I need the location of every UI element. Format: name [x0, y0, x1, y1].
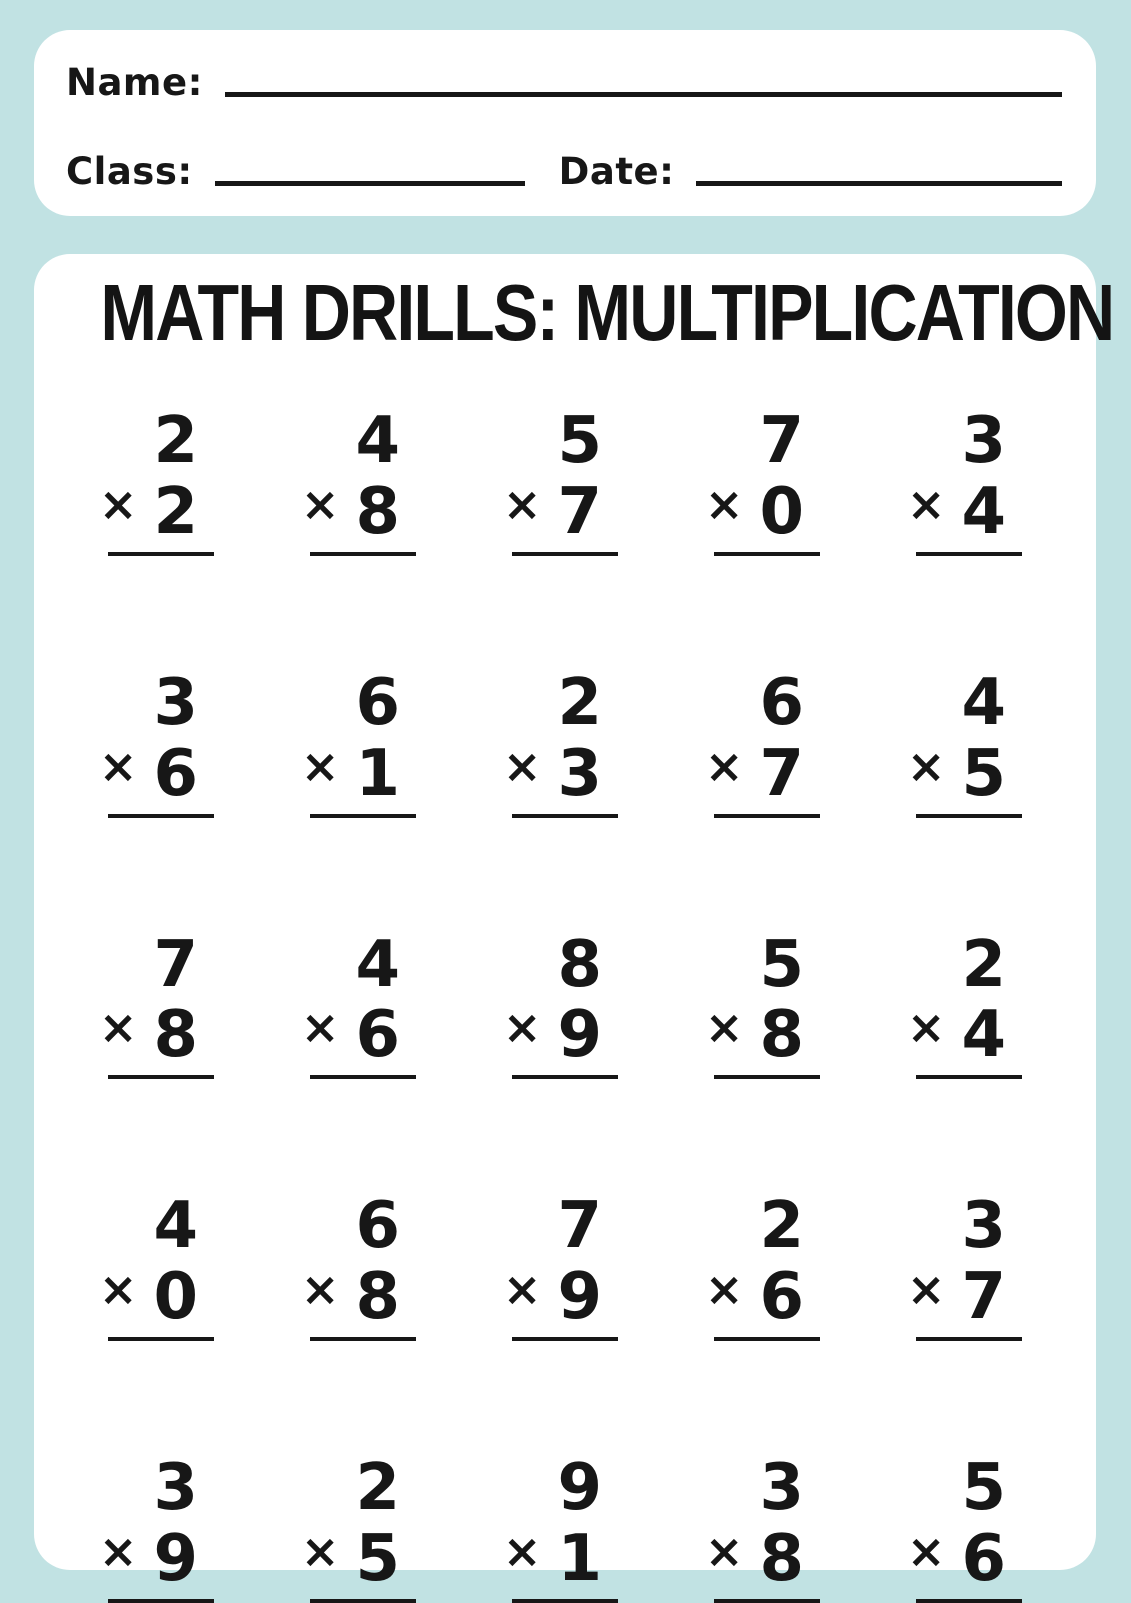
multiply-icon: × — [502, 1000, 542, 1055]
multiply-icon: × — [906, 1523, 946, 1578]
problem-numbers — [300, 404, 416, 549]
answer-line — [310, 1075, 416, 1079]
problem-numbers — [98, 1451, 214, 1596]
answer-line — [310, 552, 416, 556]
answer-line — [108, 1599, 214, 1603]
multiplication-problem — [704, 1189, 820, 1341]
multiplication-problem — [502, 1451, 618, 1603]
top-operand: 9 — [557, 1451, 602, 1525]
class-blank-line — [215, 170, 525, 186]
top-operand: 3 — [961, 404, 1006, 478]
multiplication-problem — [300, 404, 416, 556]
multiply-icon: × — [98, 1262, 138, 1317]
multiply-icon: × — [502, 1262, 542, 1317]
problem-numbers — [704, 1189, 820, 1335]
problems-grid — [60, 404, 1070, 1603]
multiply-icon: × — [502, 738, 542, 793]
problem-numbers — [98, 404, 214, 549]
top-operand: 6 — [759, 665, 804, 740]
answer-line — [108, 1337, 214, 1341]
bottom-operand: 4 — [961, 998, 1006, 1073]
answer-line — [916, 1075, 1022, 1079]
top-operand: 5 — [557, 404, 602, 478]
multiplication-problem — [704, 665, 820, 818]
multiplication-problem — [98, 927, 214, 1080]
problem-numbers — [906, 1451, 1022, 1596]
multiply-icon: × — [98, 738, 138, 793]
multiply-icon: × — [906, 738, 946, 793]
multiply-icon: × — [704, 1262, 744, 1317]
answer-line — [310, 1599, 416, 1603]
bottom-operand: 0 — [153, 1260, 198, 1335]
top-operand: 4 — [355, 927, 400, 1002]
top-operand: 2 — [153, 404, 198, 478]
problem-numbers — [502, 1189, 618, 1335]
name-label: Name: — [66, 61, 203, 104]
problem-numbers — [98, 1189, 214, 1335]
multiply-icon: × — [98, 476, 138, 531]
top-operand: 5 — [961, 1451, 1006, 1525]
multiplication-problem — [300, 665, 416, 818]
multiply-icon: × — [704, 1523, 744, 1578]
bottom-operand: 1 — [355, 736, 400, 811]
multiplication-problem — [300, 1189, 416, 1341]
multiply-icon: × — [300, 1000, 340, 1055]
multiply-icon: × — [300, 738, 340, 793]
top-operand: 3 — [961, 1189, 1006, 1264]
answer-line — [916, 552, 1022, 556]
bottom-operand: 0 — [759, 474, 804, 549]
multiply-icon: × — [906, 476, 946, 531]
top-operand: 2 — [961, 927, 1006, 1002]
bottom-operand: 4 — [961, 474, 1006, 549]
bottom-operand: 9 — [557, 998, 602, 1073]
multiply-icon: × — [704, 1000, 744, 1055]
worksheet-card — [34, 254, 1114, 1596]
multiply-icon: × — [300, 476, 340, 531]
answer-line — [512, 552, 618, 556]
multiplication-problem — [502, 1189, 618, 1341]
multiplication-problem — [704, 404, 820, 556]
problem-numbers — [906, 1189, 1022, 1335]
multiplication-problem — [906, 665, 1022, 818]
top-operand: 3 — [153, 1451, 198, 1525]
problem-numbers — [502, 404, 618, 549]
top-operand: 6 — [355, 665, 400, 740]
problem-numbers — [704, 927, 820, 1073]
answer-line — [714, 552, 820, 556]
answer-line — [714, 1599, 820, 1603]
multiplication-problem — [502, 665, 618, 818]
top-operand: 4 — [153, 1189, 198, 1264]
multiply-icon: × — [704, 476, 744, 531]
multiplication-problem — [300, 1451, 416, 1603]
bottom-operand: 6 — [355, 998, 400, 1073]
bottom-operand: 6 — [961, 1521, 1006, 1596]
multiplication-problem — [704, 1451, 820, 1603]
top-operand: 2 — [759, 1189, 804, 1264]
bottom-operand: 6 — [759, 1260, 804, 1335]
bottom-operand: 8 — [355, 1260, 400, 1335]
class-date-row — [66, 150, 1062, 193]
multiplication-problem — [906, 1189, 1022, 1341]
multiply-icon: × — [502, 1523, 542, 1578]
bottom-operand: 8 — [759, 998, 804, 1073]
top-operand: 6 — [355, 1189, 400, 1264]
worksheet-title: MATH DRILLS: MULTIPLICATION — [100, 267, 1114, 358]
problem-numbers — [502, 665, 618, 811]
answer-line — [512, 1599, 618, 1603]
bottom-operand: 8 — [759, 1521, 804, 1596]
multiply-icon: × — [300, 1523, 340, 1578]
date-blank-line — [696, 170, 1062, 186]
top-operand: 3 — [759, 1451, 804, 1525]
multiply-icon: × — [98, 1000, 138, 1055]
multiply-icon: × — [502, 476, 542, 531]
answer-line — [714, 1075, 820, 1079]
multiply-icon: × — [704, 738, 744, 793]
problem-numbers — [704, 404, 820, 549]
answer-line — [714, 1337, 820, 1341]
top-operand: 7 — [153, 927, 198, 1002]
name-blank-line — [225, 81, 1062, 97]
multiplication-problem — [906, 404, 1022, 556]
bottom-operand: 7 — [557, 474, 602, 549]
problem-numbers — [300, 927, 416, 1073]
problem-numbers — [502, 927, 618, 1073]
top-operand: 2 — [355, 1451, 400, 1525]
bottom-operand: 7 — [961, 1260, 1006, 1335]
problem-numbers — [300, 1189, 416, 1335]
header-card — [34, 30, 1096, 216]
bottom-operand: 8 — [153, 998, 198, 1073]
top-operand: 4 — [961, 665, 1006, 740]
multiplication-problem — [502, 404, 618, 556]
multiplication-problem — [300, 927, 416, 1080]
multiplication-problem — [906, 1451, 1022, 1603]
multiply-icon: × — [906, 1000, 946, 1055]
answer-line — [916, 1599, 1022, 1603]
top-operand: 7 — [759, 404, 804, 478]
bottom-operand: 8 — [355, 474, 400, 549]
problem-numbers — [704, 665, 820, 811]
bottom-operand: 9 — [153, 1521, 198, 1596]
class-label: Class: — [66, 150, 193, 193]
top-operand: 8 — [557, 927, 602, 1002]
answer-line — [512, 1337, 618, 1341]
multiplication-problem — [98, 404, 214, 556]
problem-numbers — [906, 404, 1022, 549]
problem-numbers — [502, 1451, 618, 1596]
top-operand: 4 — [355, 404, 400, 478]
top-operand: 5 — [759, 927, 804, 1002]
answer-line — [310, 1337, 416, 1341]
name-row — [66, 61, 1062, 104]
bottom-operand: 5 — [355, 1521, 400, 1596]
multiplication-problem — [98, 1451, 214, 1603]
problem-numbers — [98, 927, 214, 1073]
bottom-operand: 5 — [961, 736, 1006, 811]
answer-line — [916, 1337, 1022, 1341]
problem-numbers — [906, 927, 1022, 1073]
bottom-operand: 1 — [557, 1521, 602, 1596]
top-operand: 2 — [557, 665, 602, 740]
problem-numbers — [704, 1451, 820, 1596]
bottom-operand: 2 — [153, 474, 198, 549]
bottom-operand: 9 — [557, 1260, 602, 1335]
answer-line — [512, 1075, 618, 1079]
multiply-icon: × — [300, 1262, 340, 1317]
multiplication-problem — [906, 927, 1022, 1080]
multiplication-problem — [98, 1189, 214, 1341]
multiplication-problem — [704, 927, 820, 1080]
problem-numbers — [300, 1451, 416, 1596]
answer-line — [512, 814, 618, 818]
top-operand: 7 — [557, 1189, 602, 1264]
answer-line — [714, 814, 820, 818]
bottom-operand: 7 — [759, 736, 804, 811]
problem-numbers — [300, 665, 416, 811]
multiply-icon: × — [98, 1523, 138, 1578]
answer-line — [108, 814, 214, 818]
bottom-operand: 3 — [557, 736, 602, 811]
date-label: Date: — [558, 150, 675, 193]
problem-numbers — [98, 665, 214, 811]
problem-numbers — [906, 665, 1022, 811]
answer-line — [108, 552, 214, 556]
multiplication-problem — [502, 927, 618, 1080]
bottom-operand: 6 — [153, 736, 198, 811]
answer-line — [916, 814, 1022, 818]
multiplication-problem — [98, 665, 214, 818]
top-operand: 3 — [153, 665, 198, 740]
answer-line — [108, 1075, 214, 1079]
multiply-icon: × — [906, 1262, 946, 1317]
answer-line — [310, 814, 416, 818]
